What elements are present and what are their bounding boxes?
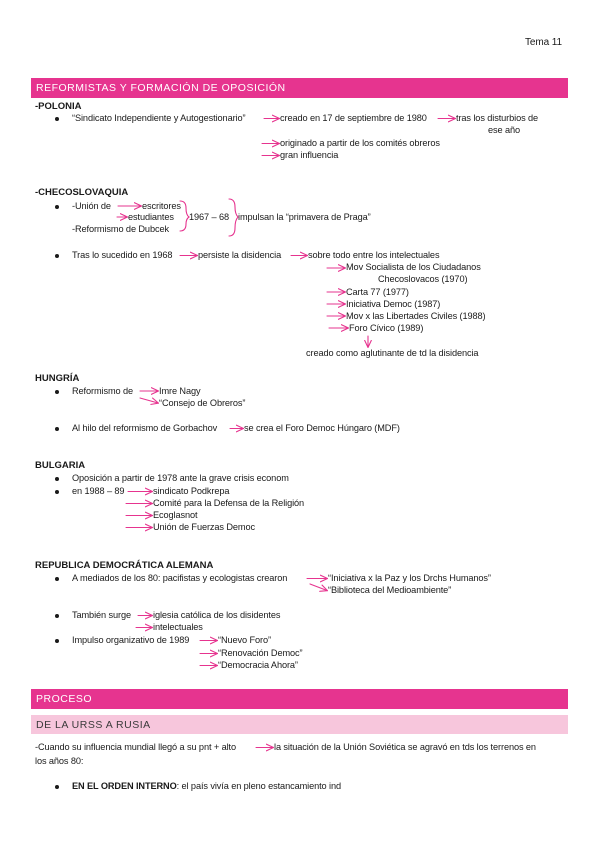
rda-iniciativa: “Iniciativa x la Paz y los Drchs Humanos” xyxy=(328,573,491,583)
bullet xyxy=(55,785,59,789)
checo-union: -Unión de xyxy=(72,201,111,211)
checo-escritores: escritores xyxy=(142,201,181,211)
rda-democracia: “Democracia Ahora” xyxy=(218,660,298,670)
hungria-alhilo: Al hilo del reformismo de Gorbachov xyxy=(72,423,218,433)
arrow xyxy=(140,398,158,403)
proceso-p1b: la situación de la Unión Soviética se agravó en tds los terrenos en xyxy=(274,742,536,752)
heading-hungria: HUNGRÍA xyxy=(35,373,80,384)
heading-checoslovaquia: -CHECOSLOVAQUIA xyxy=(35,187,129,198)
hungria-consejo: “Consejo de Obreros” xyxy=(159,398,246,408)
heading-polonia: -POLONIA xyxy=(35,101,82,112)
checo-movlib: Mov x las Libertades Civiles (1988) xyxy=(346,311,486,321)
checo-mov1b: Checoslovacos (1970) xyxy=(378,274,468,284)
bullet xyxy=(55,577,59,581)
checo-tras: Tras lo sucedido en 1968 xyxy=(72,250,173,260)
checo-sobre: sobre todo entre los intelectuales xyxy=(308,250,440,260)
rda-impulso: Impulso organizativo de 1989 xyxy=(72,635,190,645)
checo-foro: Foro Cívico (1989) xyxy=(349,323,424,333)
section-header-reformistas xyxy=(31,78,568,98)
page-tema-label: Tema 11 xyxy=(525,37,562,48)
proceso-p1c: los años 80: xyxy=(35,756,84,766)
rda-biblioteca: “Biblioteca del Medioambiente” xyxy=(328,585,452,595)
subsection-header-urss xyxy=(31,715,568,734)
hungria-secrea: se crea el Foro Democ Húngaro (MDF) xyxy=(244,423,400,433)
polonia-a1: creado en 17 de septiembre de 1980 xyxy=(280,113,427,123)
bullet xyxy=(55,117,59,121)
heading-rda: REPUBLICA DEMOCRÁTICA ALEMANA xyxy=(35,560,214,571)
rda-intelectuales: intelectuales xyxy=(153,622,203,632)
section-title: PROCESO xyxy=(36,693,93,705)
hungria-imre: Imre Nagy xyxy=(159,386,201,396)
subsection-title: DE LA URSS A RUSIA xyxy=(36,719,151,731)
checo-persiste: persiste la disidencia xyxy=(198,250,282,260)
bullet xyxy=(55,639,59,643)
bulgaria-ecoglasnot: Ecoglasnot xyxy=(153,510,198,520)
checo-mov1: Mov Socialista de los Ciudadanos xyxy=(346,262,481,272)
checo-reformismo: -Reformismo de Dubcek xyxy=(72,224,169,234)
rda-tambien: También surge xyxy=(72,610,131,620)
rda-renovacion: “Renovación Democ” xyxy=(218,648,303,658)
checo-years: 1967 – 68 xyxy=(189,212,229,222)
brace-left xyxy=(180,201,189,231)
section-title: REFORMISTAS Y FORMACIÓN DE OPOSICIÓN xyxy=(36,82,286,94)
heading-bulgaria: BULGARIA xyxy=(35,460,86,471)
polonia-a4: gran influencia xyxy=(280,150,339,160)
checo-carta: Carta 77 (1977) xyxy=(346,287,409,297)
hungria-reformismo: Reformismo de xyxy=(72,386,133,396)
orden-interno-bold: EN EL ORDEN INTERNO xyxy=(72,781,177,791)
bullet xyxy=(55,205,59,209)
bullet xyxy=(55,614,59,618)
polonia-a2b: ese año xyxy=(488,125,520,135)
rda-mediados: A mediados de los 80: pacifistas y ecologistas crearon xyxy=(72,573,288,583)
rda-iglesia: iglesia católica de los disidentes xyxy=(153,610,281,620)
bullet xyxy=(55,390,59,394)
proceso-p1a: -Cuando su influencia mundial llegó a su pnt + alto xyxy=(35,742,236,752)
brace-right xyxy=(229,199,238,236)
bulgaria-union: Unión de Fuerzas Democ xyxy=(153,522,255,532)
bulgaria-oposicion: Oposición a partir de 1978 ante la grave crisis econom xyxy=(72,473,289,483)
bulgaria-sindicato: sindicato Podkrepa xyxy=(153,486,230,496)
bullet xyxy=(55,254,59,258)
rda-nuevo: “Nuevo Foro” xyxy=(218,635,271,645)
bullet xyxy=(55,427,59,431)
bulgaria-comite: Comité para la Defensa de la Religión xyxy=(153,498,305,508)
checo-iniciativa: Iniciativa Democ (1987) xyxy=(346,299,441,309)
section-header-proceso xyxy=(31,689,568,709)
bullet xyxy=(55,490,59,494)
bulgaria-en1988: en 1988 – 89 xyxy=(72,486,125,496)
checo-creado: creado como aglutinante de td la disidencia xyxy=(306,348,479,358)
checo-estudiantes: estudiantes xyxy=(128,212,174,222)
orden-interno-rest: : el país vivía en pleno estancamiento ind xyxy=(176,781,341,791)
polonia-a3: originado a partir de los comités obreros xyxy=(280,138,440,148)
arrow xyxy=(310,584,327,591)
polonia-a2: tras los disturbios de xyxy=(456,113,539,123)
bullet xyxy=(55,477,59,481)
checo-impulsan: impulsan la “primavera de Praga” xyxy=(238,212,371,222)
polonia-item: “Sindicato Independiente y Autogestionario” xyxy=(72,113,246,123)
orden-interno-line xyxy=(72,781,341,791)
